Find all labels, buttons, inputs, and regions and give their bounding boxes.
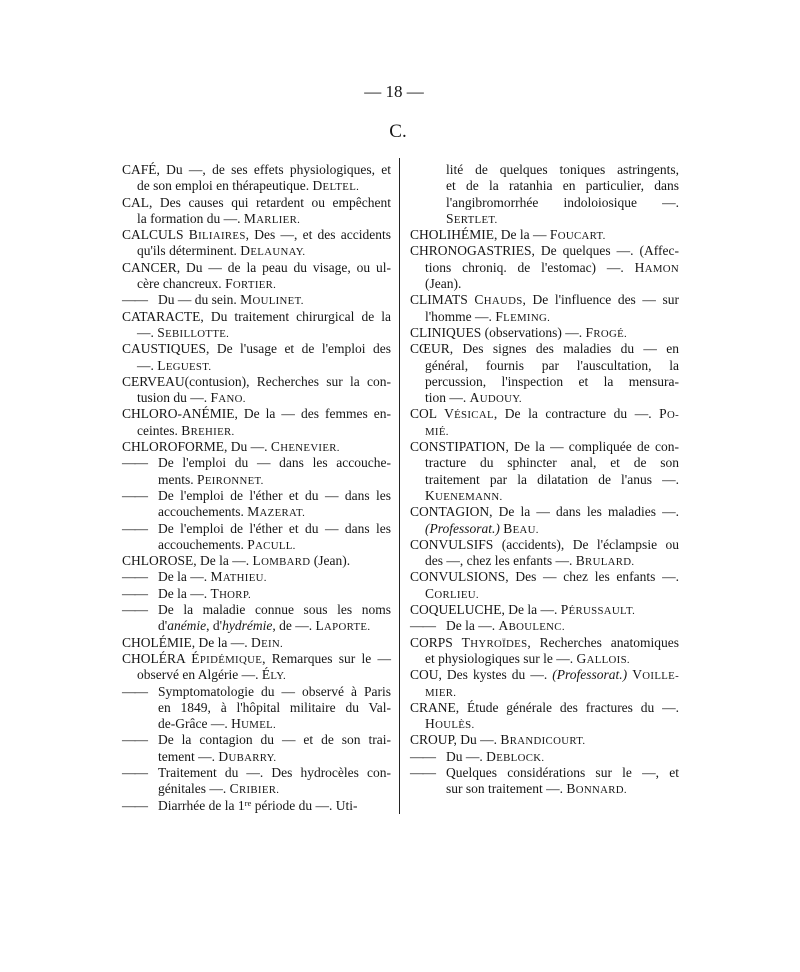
author-name: FORTIER. [225,276,277,292]
author-name: MOULINET. [240,292,304,308]
entry-line [122,553,391,569]
author-name: DEIN. [250,634,284,650]
entry-line [122,195,391,211]
index-entry [410,569,679,602]
entry-text: De la maladie connue sous les noms [158,602,391,618]
entry-line [410,553,679,569]
entry-line [410,781,679,797]
index-subentry [410,749,679,765]
entry-text: (Jean). [310,553,351,569]
entry-line [122,504,391,520]
entry-text: CLIMATS [410,292,475,308]
index-entry [410,602,679,618]
index-subentry [122,732,391,765]
entry-line [122,162,391,178]
index-entry [122,651,391,684]
entry-text: , Des —, et des accidents [245,227,391,243]
entry-text: , De l'influence des — sur [522,292,679,308]
superscript-text: re [244,797,252,808]
entry-line [122,521,391,537]
italic-text: (Professorat.) [552,667,628,683]
entry-text: en 1849, à l'hôpital militaire du Val- [158,699,391,715]
index-entry [122,260,391,293]
entry-text: Traitement du —. Des hydrocèles con- [158,764,391,780]
repeat-dash: —— [122,602,147,618]
entry-line [410,749,679,765]
entry-line [410,455,679,471]
author-name: PO- [659,406,680,422]
entry-line [122,684,391,700]
entry-text: tusion du —. [137,390,211,406]
index-subentry [122,569,391,585]
entry-text: CHOLÉMIE, De la —. [122,634,251,650]
entry-line [410,292,679,308]
entry-line [410,684,679,700]
entry-text: CORPS [410,634,462,650]
repeat-dash: —— [122,585,147,601]
entry-line [410,586,679,602]
entry-line [122,488,391,504]
index-entry [122,374,391,407]
index-entry [410,227,679,243]
author-name: GALLOIS. [576,650,630,666]
entry-text: la formation du —. [137,210,244,226]
author-name: MAZERAT. [247,504,306,520]
author-name: SERTLET. [446,210,498,226]
entry-text: (Jean). [425,276,462,292]
index-entry [122,309,391,342]
entry-line [122,537,391,553]
column-right [410,162,679,798]
author-name: CRIBIER. [229,781,280,797]
entry-line [410,309,679,325]
italic-text: hydrémie [222,618,273,634]
entry-text: CONSTIPATION, De la — compliquée de con- [410,439,679,455]
entry-text: Diarrhée de la 1 [158,797,245,813]
entry-text: , d' [206,618,223,634]
entry-text: CŒUR, Des signes des maladies du — en [410,341,679,357]
entry-line [410,227,679,243]
author-name: LOMBARD [252,553,311,569]
entry-line [410,635,679,651]
entry-line [410,651,679,667]
small-caps-text: BILIAIRES [188,227,246,243]
author-name: HUMEL. [231,716,277,732]
author-name: ABOULENC. [498,618,565,634]
entry-line [122,602,391,618]
column-divider [399,158,400,814]
author-name: HOULÈS. [425,716,475,732]
section-letter: C. [389,121,407,142]
index-subentry [122,684,391,733]
index-entry [122,341,391,374]
entry-text: —. [137,357,158,373]
index-subentry [410,162,679,227]
index-entry [410,243,679,292]
author-name: FLEMING. [495,308,551,324]
entry-line [410,195,679,211]
entry-line [122,309,391,325]
entry-line [122,700,391,716]
author-name: HAMON [634,259,679,275]
entry-text: De la —. [446,618,499,634]
entry-line [410,618,679,634]
author-name: PACULL. [247,536,296,552]
entry-line [122,358,391,374]
entry-text: CLINIQUES (observations) —. [410,324,586,340]
entry-line [122,243,391,259]
repeat-dash: —— [410,618,435,634]
entry-line [122,341,391,357]
entry-text: , de —. [272,618,316,634]
entry-line [122,227,391,243]
entry-text: et physiologiques sur le —. [425,650,577,666]
entry-line [410,341,679,357]
entry-line [122,455,391,471]
index-entry [410,732,679,748]
entry-text: cère chancreux. [137,276,226,292]
entry-text: , De la contracture du —. [493,406,660,422]
entry-line [122,276,391,292]
author-name: DEBLOCK. [486,748,545,764]
entry-text: Du — du sein. [158,292,241,308]
entry-text: De l'emploi de l'éther et du — dans les [158,520,391,536]
entry-line [410,488,679,504]
entry-text: CROUP, Du —. [410,732,501,748]
author-name: SEBILLOTTE. [157,324,230,340]
entry-line [122,765,391,781]
index-entry [410,700,679,733]
entry-text: génitales —. [158,781,230,797]
index-subentry [122,455,391,488]
entry-text: CAUSTIQUES, De l'usage et de l'emploi des [122,341,391,357]
small-caps-text: CHAUDS [474,292,523,308]
entry-text: d' [158,618,168,634]
author-name: BREHIER. [181,422,235,438]
index-subentry [122,765,391,798]
entry-text: qu'ils déterminent. [137,243,241,259]
entry-text: CHLOROFORME, Du —. [122,439,271,455]
entry-text: CONVULSIONS, Des — chez les enfants —. [410,569,679,585]
entry-text: Symptomatologie du — observé à Paris [158,683,391,699]
entry-text: et de la ratanhia en particulier, dans [446,178,679,194]
entry-text: sur son traitement —. [446,781,567,797]
entry-text: CRANE, Étude générale des fractures du —. [410,699,679,715]
author-name: FANO. [210,390,246,406]
author-name: VOILLE- [632,667,680,683]
small-caps-text: VÉSICAL [444,406,494,422]
entry-text: CHOLIHÉMIE, De la — [410,227,550,243]
entry-text: COL [410,406,445,422]
author-name: BRULARD. [575,553,635,569]
entry-line [410,325,679,341]
index-entry [410,341,679,406]
entry-text: traitement par la dilatation de l'anus —. [425,471,679,487]
entry-text: De l'emploi de l'éther et du — dans les [158,487,391,503]
entry-line [410,602,679,618]
entry-line [410,439,679,455]
author-name: BONNARD. [566,781,627,797]
entry-text: CHRONOGASTRIES, De quelques —. (Affec- [410,243,679,259]
entry-line [410,700,679,716]
entry-line [122,423,391,439]
author-name: DELTEL. [312,178,360,194]
author-name: MATHIEU. [210,569,267,585]
entry-text: l'angibromorrhée indoloiosique —. [446,194,679,210]
entry-text: CAFÉ, Du —, de ses effets physiologiques, et [122,162,391,177]
entry-text: l'homme —. [425,308,496,324]
entry-text: lité de quelques toniques astringents, [446,162,679,177]
entry-line [410,765,679,781]
repeat-dash: —— [122,487,147,503]
entry-text: CAL, Des causes qui retardent ou empêchent [122,194,391,210]
index-entry [122,162,391,195]
entry-line [410,716,679,732]
repeat-dash: —— [122,292,147,308]
repeat-dash: —— [410,748,435,764]
author-name: BRANDICOURT. [500,732,586,748]
small-caps-text: ÉPIDÉMIQUE [191,650,263,666]
entry-line [122,178,391,194]
index-subentry [410,765,679,798]
small-caps-text: THYROÏDES [461,634,528,650]
index-entry [410,325,679,341]
index-subentry [122,602,391,635]
index-subentry [410,618,679,634]
entry-line [122,749,391,765]
entry-line [410,243,679,259]
entry-line [122,439,391,455]
author-name: DUBARRY. [218,748,277,764]
entry-line [122,374,391,390]
entry-text: , Recherches anatomiques [527,634,679,650]
index-subentry [122,292,391,308]
entry-line [122,732,391,748]
index-entry [410,504,679,537]
entry-line [410,276,679,292]
repeat-dash: —— [122,520,147,536]
entry-line [410,162,679,178]
author-name: MIÉ. [425,425,449,438]
entry-text: , Remarques sur le — [262,650,391,666]
index-entry [122,195,391,228]
entry-text: accouchements. [158,504,248,520]
entry-line [410,537,679,553]
index-entry [410,406,679,439]
entry-line [122,406,391,422]
author-name: CORLIEU. [425,585,479,601]
index-entry [410,537,679,570]
entry-line [410,211,679,227]
entry-line [122,667,391,683]
entry-text: de-Grâce —. [158,716,232,732]
author-name: PEIRONNET. [197,471,264,487]
entry-text: ments. [158,471,197,487]
page-number: — 18 — [364,82,424,101]
entry-text: De l'emploi du — dans les accouche- [158,455,391,471]
entry-text: De la —. [158,569,211,585]
entry-text: COQUELUCHE, De la —. [410,602,561,618]
index-entry [122,439,391,455]
author-name: MIER. [425,686,457,699]
author-name: KUENEMANN. [425,487,503,503]
entry-line [122,260,391,276]
entry-text: —. [137,324,158,340]
author-name: MARLIER. [243,210,301,226]
entry-text: ceintes. [137,422,182,438]
entry-line [410,569,679,585]
index-entry [410,635,679,668]
entry-line [410,732,679,748]
entry-line [410,504,679,520]
index-subentry [122,521,391,554]
index-subentry [122,488,391,521]
author-name: FROGÉ. [585,324,628,340]
entry-text: CONVULSIFS (accidents), De l'éclampsie ou [410,536,679,552]
entry-text: observé en Algérie —. [137,667,262,683]
entry-text: de son emploi en thérapeutique. [137,178,313,194]
entry-text: CHLORO-ANÉMIE, De la — des femmes en- [122,406,391,422]
entry-text: CONTAGION, De la — dans les maladies —. [410,504,679,520]
entry-text: tions chroniq. de l'estomac) —. [425,259,635,275]
index-entry [122,227,391,260]
column-left [122,162,391,814]
entry-text: CHOLÉRA [122,650,192,666]
entry-text: De la contagion du — et de son trai- [158,732,391,748]
entry-line [122,390,391,406]
repeat-dash: —— [410,764,435,780]
author-name: LEGUEST. [157,357,212,373]
index-entry [410,667,679,700]
entry-line [122,651,391,667]
entry-line [410,390,679,406]
index-subentry [122,586,391,602]
entry-line [410,260,679,276]
index-subentry [122,798,391,814]
index-entry [410,439,679,504]
entry-line [410,521,679,537]
author-name: PÉRUSSAULT. [560,602,636,618]
entry-text: COU, Des kystes du —. [410,667,553,683]
index-entry [122,406,391,439]
entry-text: accouchements. [158,536,248,552]
repeat-dash: —— [122,455,147,471]
italic-text: anémie [167,618,207,634]
author-name: BEAU. [503,520,539,536]
repeat-dash: —— [122,732,147,748]
index-entry [410,292,679,325]
entry-line [122,586,391,602]
entry-line [410,472,679,488]
entry-line [410,374,679,390]
entry-text: Du —. [446,748,487,764]
entry-line [122,635,391,651]
entry-text: De la —. [158,585,211,601]
repeat-dash: —— [122,569,147,585]
entry-line [122,798,391,814]
author-name: AUDOUY. [469,390,522,406]
entry-text: percussion, l'inspection et la mensura- [425,373,679,389]
repeat-dash: —— [122,683,147,699]
entry-line [122,716,391,732]
entry-line [122,472,391,488]
entry-line [410,423,679,439]
entry-line [122,781,391,797]
entry-text: Quelques considérations sur le —, et [446,764,679,780]
author-name: THORP. [210,585,251,601]
entry-text: CALCULS [122,227,189,243]
entry-text: CATARACTE, Du traitement chirurgical de la [122,308,391,324]
entry-line [122,569,391,585]
entry-text: CERVEAU(contusion), Recherches sur la con- [122,373,391,389]
entry-line [410,667,679,683]
entry-line [410,178,679,194]
italic-text: (Professorat.) [425,520,500,536]
repeat-dash: —— [122,764,147,780]
entry-text: des —, chez les enfants —. [425,553,576,569]
entry-text: tion —. [425,390,470,406]
repeat-dash: —— [122,797,147,813]
entry-text: général, fournis par l'auscultation, la [425,357,679,373]
entry-line [122,292,391,308]
index-entry [122,553,391,569]
author-name: ÉLY. [261,667,287,683]
entry-text: tement —. [158,748,219,764]
entry-line [410,358,679,374]
entry-text: période du —. Uti- [251,797,358,813]
entry-line [122,211,391,227]
author-name: FOUCART. [549,227,606,243]
entry-line [122,618,391,634]
entry-line [410,406,679,422]
entry-text: CANCER, Du — de la peau du visage, ou ul- [122,259,391,275]
entry-text: CHLOROSE, De la —. [122,553,253,569]
author-name: DELAUNAY. [240,243,306,259]
entry-text: tracture du sphincter anal, et de son [425,455,679,471]
author-name: CHENEVIER. [270,439,340,455]
entry-line [122,325,391,341]
index-entry [122,635,391,651]
author-name: LAPORTE. [315,618,371,634]
